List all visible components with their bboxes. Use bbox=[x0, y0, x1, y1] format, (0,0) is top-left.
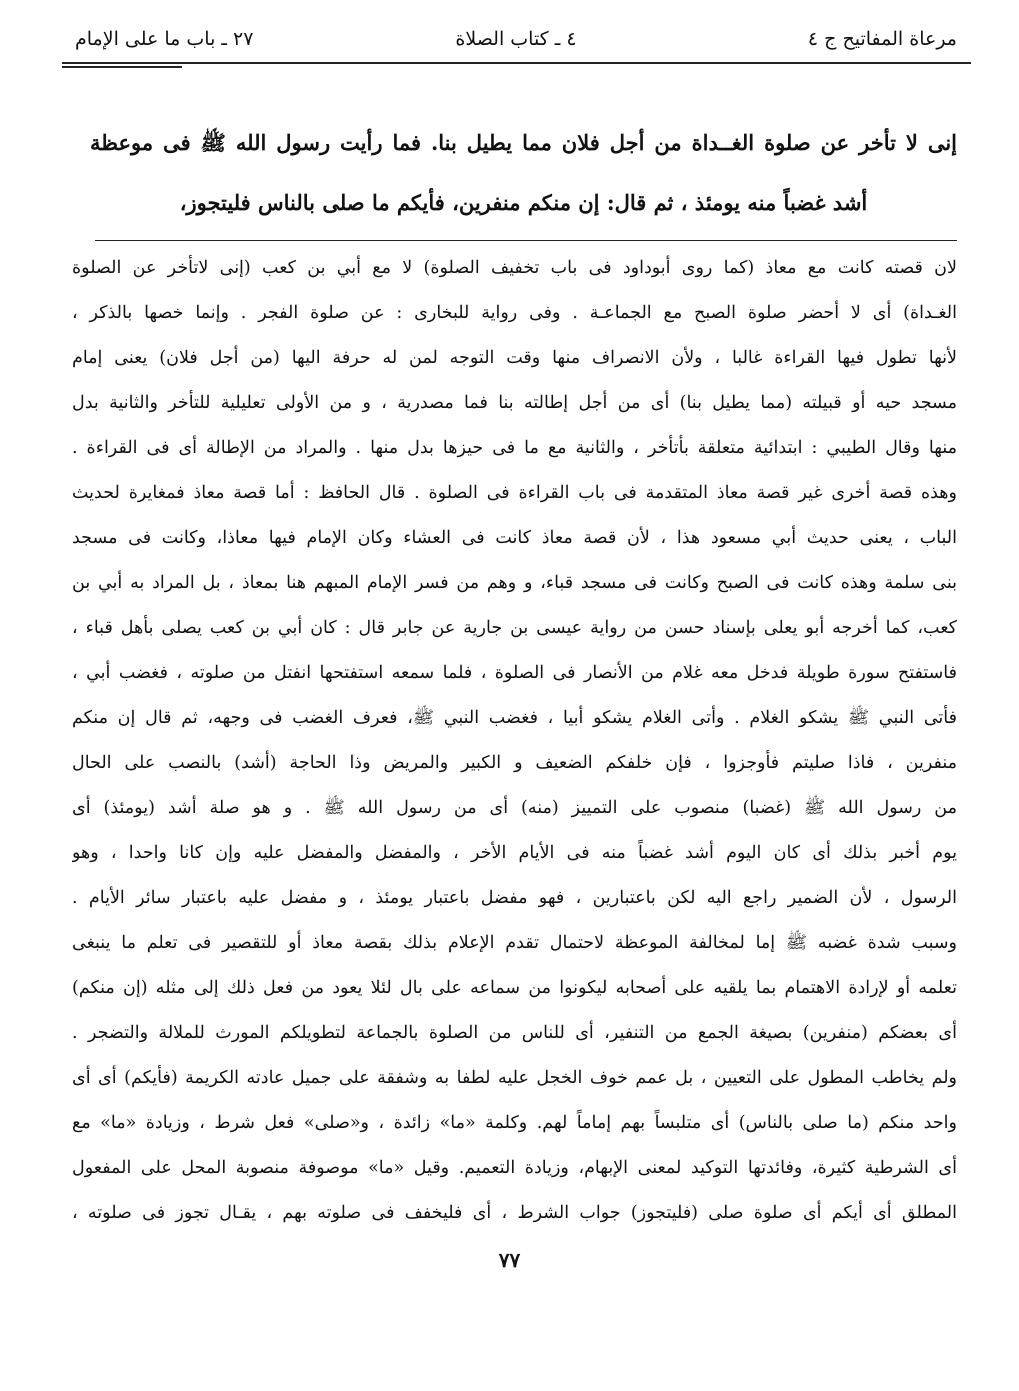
commentary-line: تعلمه أو لإرادة الاهتمام بما يلقيه على أصحابه ليكونوا من سماعه على بال لئلا يعود من فعل ذلك إلى مثله (إن منكم) bbox=[72, 978, 957, 998]
header-rule-accent bbox=[62, 66, 182, 68]
commentary-line: كعب، كما أخرجه أبو يعلى بإسناد حسن من رواية عيسى بن جارية عن جابر قال : كان أبي بن كعب يصلى بأهل قباء ، bbox=[72, 618, 957, 638]
page-number: ٧٧ bbox=[498, 1248, 521, 1272]
commentary-line: بنى سلمة وهذه كانت فى الصبح وكانت فى مسجد قباء، و وهم من فسر الإمام المبهم هنا بمعاذ ، بل المراد به أبي بن bbox=[72, 573, 957, 593]
commentary-line: أى بعضكم (منفرين) بصيغة الجمع من التنفير، أى للناس من الصلوة بالجماعة لتطويلكم المورث للملالة والتضجر . bbox=[72, 1023, 957, 1043]
hadith-text-line-1: إنى لا تأخر عن صلوة الغــداة من أجل فلان مما يطيل بنا. فما رأيت رسول الله ﷺ فى موعظة bbox=[90, 130, 957, 155]
commentary-line: منفرين ، فاذا صليتم فأوجزوا ، فإن خلفكم الضعيف و الكبير والمريض وذا الحاجة (أشد) بالنصب على الحال bbox=[72, 753, 957, 773]
commentary-line: الباب ، يعنى حديث أبي مسعود هذا ، لأن قصة معاذ كانت فى العشاء وكان الإمام فيها معاذا، وكانت فى مسجد bbox=[72, 528, 957, 548]
commentary-line: واحد منكم (ما صلى بالناس) أى متلبساً بهم إماماً لهم. وكلمة «ما» زائدة ، و«صلى» فعل شرط ، وزيادة «ما» مع bbox=[72, 1113, 957, 1133]
section-divider bbox=[95, 240, 957, 241]
commentary-line: لان قصته كانت مع معاذ (كما روى أبوداود فى باب تخفيف الصلوة) لا مع أبي بن كعب (إنى لاتأخر عن الصلوة bbox=[72, 258, 957, 278]
commentary-line: لأنها تطول فيها القراءة غالبا ، ولأن الانصراف منها وقت التوجه لمن له حرفة اليها (من أجل فلان) يعنى إمام bbox=[72, 348, 957, 368]
header-rule bbox=[62, 62, 971, 64]
hadith-text-line-2: أشد غضباً منه يومئذ ، ثم قال: إن منكم منفرين، فأيكم ما صلى بالناس فليتجوز، bbox=[179, 190, 868, 215]
commentary-line: ولم يخاطب المطول على التعيين ، بل عمم خوف الخجل عليه لطفا به وشفقة على جميل عادته الكريمة (فأيكم) أى أى bbox=[72, 1068, 957, 1088]
commentary-line: الرسول ، لأن الضمير راجع اليه لكن باعتبارين ، فهو مفضل باعتبار يومئذ ، و مفضل عليه باعتبار سائر الأيام . bbox=[72, 888, 957, 908]
commentary-line: أى الشرطية كثيرة، وفائدتها التوكيد لمعنى الإبهام، وزيادة التعميم. وقيل «ما» موصوفة منصوبة المحل على المفعول bbox=[72, 1158, 957, 1178]
commentary-body bbox=[72, 252, 957, 1242]
commentary-line: فاستفتح سورة طويلة فدخل معه غلام من الأنصار فى الصلوة ، فلما سمعه استفتحها انفتل من صلوته ، فغضب أبي ، bbox=[72, 663, 957, 683]
commentary-line: وسبب شدة غضبه ﷺ إما لمخالفة الموعظة لاحتمال تقدم الإعلام بذلك بقصة معاذ أو للتقصير فى تعلم ما ينبغى bbox=[72, 933, 957, 953]
commentary-line: مسجد حيه أو قبيلته (مما يطيل بنا) أى من أجل إطالته بنا فما مصدرية ، و من الأولى تعليلية للتأخر والثانية بدل bbox=[72, 393, 957, 413]
commentary-line: الغـداة) أى لا أحضر صلوة الصبح مع الجماعـة . وفى رواية للبخارى : عن صلوة الفجر . وإنما خصها بالذكر ، bbox=[72, 303, 957, 323]
commentary-line: يوم أخبر بذلك أى كان اليوم أشد غضباً منه فى الأيام الأخر ، والمفضل والمفضل عليه وإن كانا واحدا ، وهو bbox=[72, 843, 957, 863]
header-chapter: ٤ ـ كتاب الصلاة bbox=[455, 28, 577, 50]
header-book-title: مرعاة المفاتيح ج ٤ bbox=[807, 28, 957, 50]
commentary-line: من رسول الله ﷺ (غضبا) منصوب على التمييز (منه) أى من رسول الله ﷺ . و هو صلة أشد (يومئذ) أى bbox=[72, 798, 957, 818]
commentary-line: منها وقال الطيبي : ابتدائية متعلقة بأتأخر ، والثانية مع ما فى حيزها بدل منها . والمراد من الإطالة أى فى القراءة . bbox=[72, 438, 957, 458]
header-section: ٢٧ ـ باب ما على الإمام bbox=[75, 28, 254, 50]
running-header bbox=[75, 28, 957, 58]
commentary-line: فأتى النبي ﷺ يشكو الغلام . وأتى الغلام يشكو أبيا ، فغضب النبي ﷺ، فعرف الغضب فى وجهه، ثم قال إن منكم bbox=[72, 708, 957, 728]
commentary-line: وهذه قصة أخرى غير قصة معاذ المتقدمة فى باب القراءة فى الصلوة . قال الحافظ : أما قصة معاذ فمغايرة لحديث bbox=[72, 483, 957, 503]
commentary-line: المطلق أى أيكم أى صلوة صلى (فليتجوز) جواب الشرط ، أى فليخفف فى صلوته بهم ، يقـال تجوز فى صلوته ، bbox=[72, 1203, 957, 1223]
